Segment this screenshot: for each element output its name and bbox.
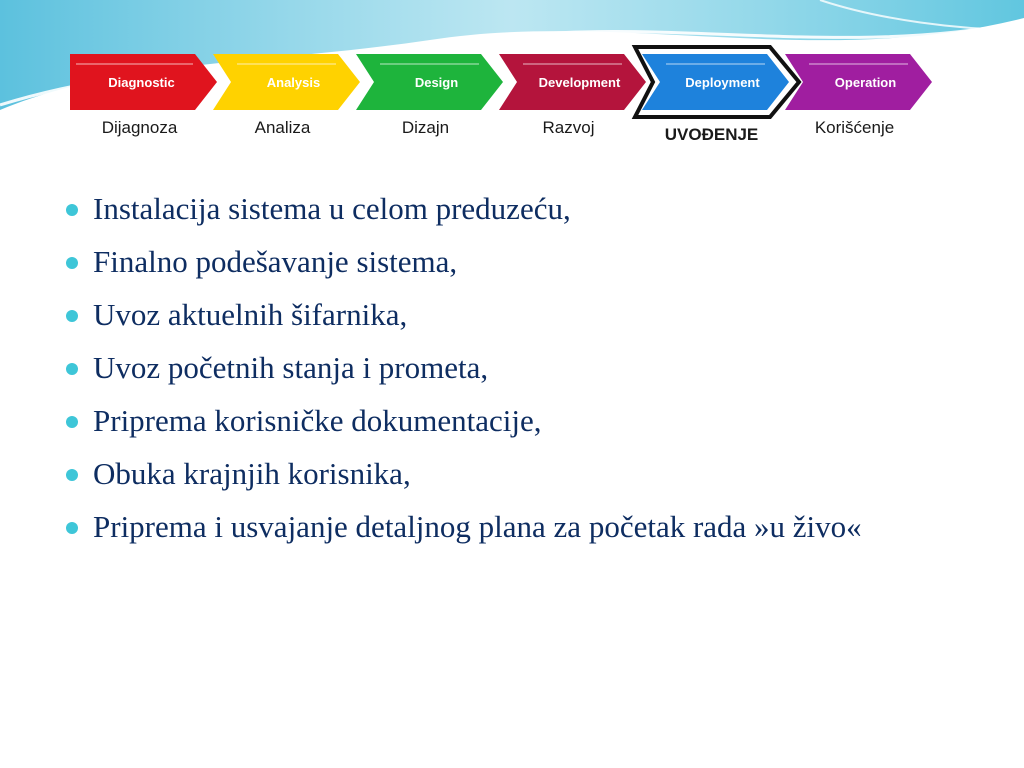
step-analysis (213, 54, 360, 137)
step-label-operation: Operation (834, 75, 897, 90)
step-design (356, 54, 503, 137)
bullet-item (62, 190, 962, 227)
step-local-label-deployment: UVOĐENJE (664, 125, 759, 144)
step-label-design: Design (414, 75, 459, 90)
step-local-label-analysis: Analiza (254, 118, 311, 137)
bullet-text: Priprema korisničke dokumentacije, (93, 403, 542, 438)
bullet-text: Finalno podešavanje sistema, (93, 244, 458, 279)
step-label-development: Development (538, 75, 621, 90)
process-chevron-diagram (0, 0, 1024, 160)
step-label-diagnostic: Diagnostic (108, 75, 175, 90)
bullet-text: Instalacija sistema u celom preduzeću, (93, 191, 571, 226)
step-local-label-diagnostic: Dijagnoza (101, 118, 178, 137)
bullet-list (62, 190, 962, 561)
step-diagnostic (70, 54, 217, 137)
step-operation (785, 54, 932, 137)
step-deployment (635, 47, 799, 144)
bullet-text: Obuka krajnjih korisnika, (93, 456, 411, 491)
step-label-analysis: Analysis (266, 75, 321, 90)
step-local-label-operation: Korišćenje (814, 118, 895, 137)
bullet-dot-icon (66, 257, 78, 269)
step-local-label-design: Dizajn (401, 118, 450, 137)
bullet-dot-icon (66, 416, 78, 428)
bullet-dot-icon (66, 469, 78, 481)
bullet-text: Uvoz početnih stanja i prometa, (93, 350, 489, 385)
bullet-item (62, 402, 962, 439)
step-development (499, 54, 646, 137)
bullet-item (62, 455, 962, 492)
step-label-deployment: Deployment (685, 75, 760, 90)
bullet-item (62, 296, 962, 333)
step-local-label-development: Razvoj (542, 118, 595, 137)
bullet-text: Priprema i usvajanje detaljnog plana za početak rada »u živo« (93, 509, 862, 544)
bullet-text: Uvoz aktuelnih šifarnika, (93, 297, 408, 332)
bullet-item (62, 349, 962, 386)
bullet-dot-icon (66, 363, 78, 375)
bullet-item (62, 243, 962, 280)
bullet-dot-icon (66, 204, 78, 216)
bullet-dot-icon (66, 522, 78, 534)
bullet-item (62, 508, 962, 545)
bullet-dot-icon (66, 310, 78, 322)
